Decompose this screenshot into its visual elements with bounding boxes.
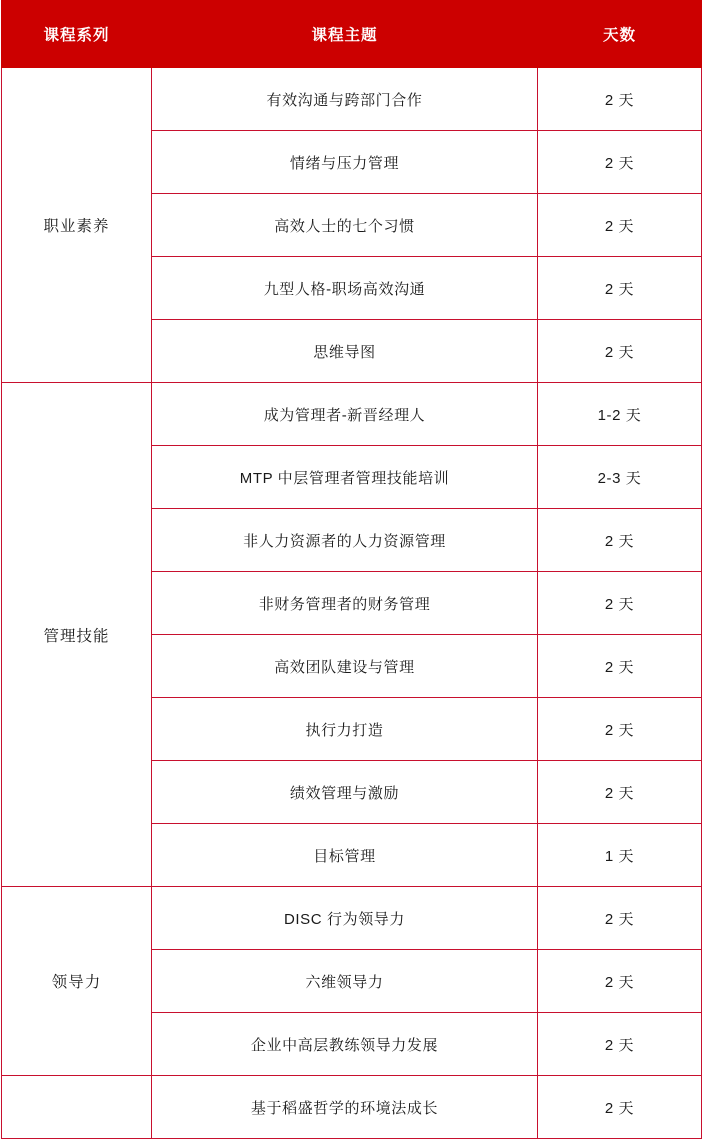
table-row bbox=[2, 887, 702, 950]
days-cell: 2 天 bbox=[538, 950, 702, 1013]
column-header-days: 天数 bbox=[538, 1, 702, 68]
topic-cell: 九型人格-职场高效沟通 bbox=[152, 257, 538, 320]
series-cell bbox=[2, 1076, 152, 1139]
table-row bbox=[2, 383, 702, 446]
series-cell: 领导力 bbox=[2, 887, 152, 1076]
days-cell: 2-3 天 bbox=[538, 446, 702, 509]
days-cell: 2 天 bbox=[538, 572, 702, 635]
table-row bbox=[2, 1076, 702, 1139]
topic-cell: 成为管理者-新晋经理人 bbox=[152, 383, 538, 446]
days-cell: 2 天 bbox=[538, 257, 702, 320]
topic-cell: 目标管理 bbox=[152, 824, 538, 887]
table-header bbox=[2, 1, 702, 68]
topic-cell: 思维导图 bbox=[152, 320, 538, 383]
column-header-series: 课程系列 bbox=[2, 1, 152, 68]
days-cell: 2 天 bbox=[538, 1013, 702, 1076]
days-cell: 2 天 bbox=[538, 320, 702, 383]
topic-cell: 执行力打造 bbox=[152, 698, 538, 761]
series-cell: 职业素养 bbox=[2, 68, 152, 383]
days-cell: 2 天 bbox=[538, 131, 702, 194]
topic-cell: 情绪与压力管理 bbox=[152, 131, 538, 194]
days-cell: 2 天 bbox=[538, 887, 702, 950]
table-body bbox=[2, 68, 702, 1139]
days-cell: 2 天 bbox=[538, 68, 702, 131]
days-cell: 2 天 bbox=[538, 194, 702, 257]
topic-cell: 高效人士的七个习惯 bbox=[152, 194, 538, 257]
course-catalog-table bbox=[1, 0, 702, 1139]
topic-cell: 六维领导力 bbox=[152, 950, 538, 1013]
topic-cell: 企业中高层教练领导力发展 bbox=[152, 1013, 538, 1076]
days-cell: 2 天 bbox=[538, 635, 702, 698]
topic-cell: 基于稻盛哲学的环境法成长 bbox=[152, 1076, 538, 1139]
topic-cell: MTP 中层管理者管理技能培训 bbox=[152, 446, 538, 509]
column-header-topic: 课程主题 bbox=[152, 1, 538, 68]
days-cell: 1-2 天 bbox=[538, 383, 702, 446]
topic-cell: 有效沟通与跨部门合作 bbox=[152, 68, 538, 131]
topic-cell: 高效团队建设与管理 bbox=[152, 635, 538, 698]
header-row bbox=[2, 1, 702, 68]
days-cell: 2 天 bbox=[538, 761, 702, 824]
days-cell: 2 天 bbox=[538, 1076, 702, 1139]
days-cell: 1 天 bbox=[538, 824, 702, 887]
topic-cell: 非人力资源者的人力资源管理 bbox=[152, 509, 538, 572]
topic-cell: 绩效管理与激励 bbox=[152, 761, 538, 824]
days-cell: 2 天 bbox=[538, 509, 702, 572]
days-cell: 2 天 bbox=[538, 698, 702, 761]
series-cell: 管理技能 bbox=[2, 383, 152, 887]
table-row bbox=[2, 68, 702, 131]
topic-cell: 非财务管理者的财务管理 bbox=[152, 572, 538, 635]
topic-cell: DISC 行为领导力 bbox=[152, 887, 538, 950]
